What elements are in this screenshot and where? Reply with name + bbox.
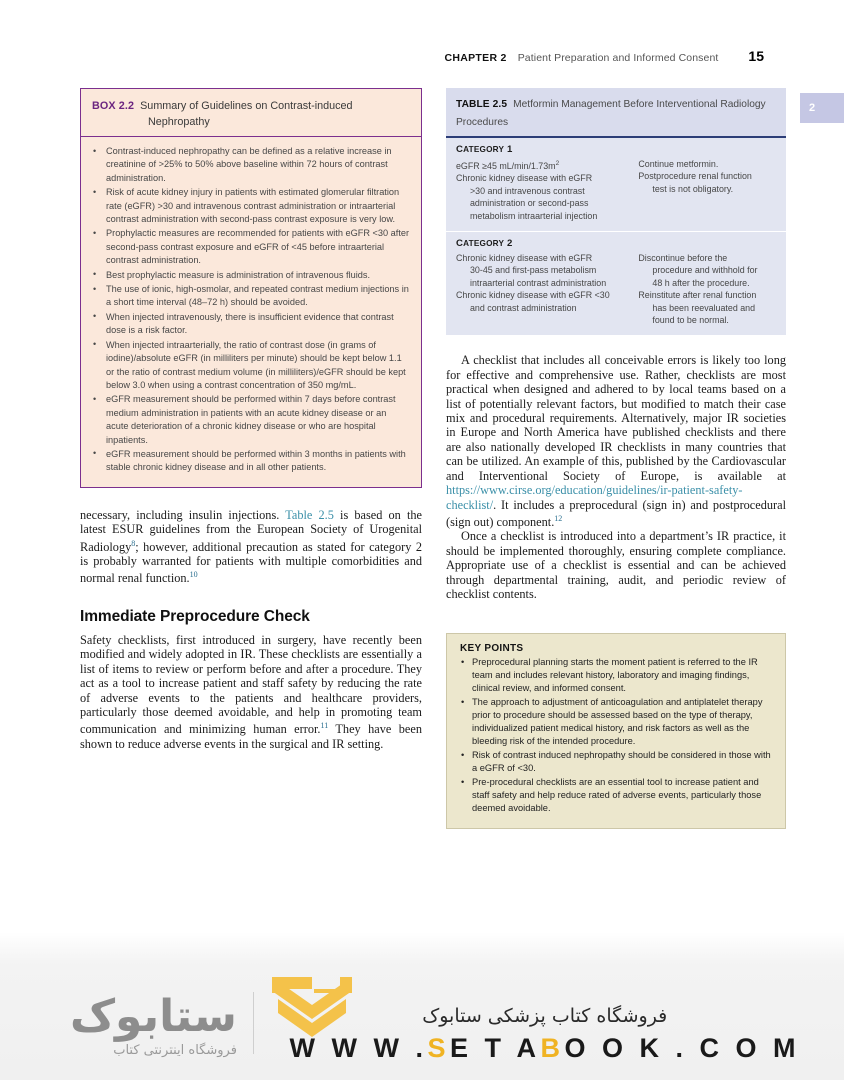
list-item: • eGFR measurement should be performed within 3 months in patients with stable chronic kidney disease and in all other patients. xyxy=(90,448,410,475)
superscript-2: 2 xyxy=(555,160,560,167)
chapter-thumb-tab: 2 xyxy=(800,93,844,123)
table-cell-action xyxy=(638,252,776,326)
criteria-line: Chronic kidney disease with eGFR <30 xyxy=(456,290,610,301)
table-cell-criteria xyxy=(456,158,630,222)
footer-watermark-band xyxy=(0,932,844,1080)
table-2-5-label: TABLE 2.5 xyxy=(456,99,508,110)
criteria-line: >30 and intravenous contrast xyxy=(470,185,585,196)
chapter-number: CHAPTER 2 xyxy=(444,52,507,64)
table-cell-action xyxy=(638,158,776,195)
criteria-line: Chronic kidney disease with eGFR xyxy=(456,173,593,184)
list-item: • Prophylactic measures are recommended for patients with eGFR <30 after second-pass contrast exposure and eGFR of <45 before intraarterial contrast administration. xyxy=(90,227,410,267)
para2-text-b: They have been shown to reduce adverse events in the surgical and IR setting. xyxy=(80,722,422,751)
logo-divider xyxy=(253,992,254,1054)
setabook-logo-text xyxy=(70,991,237,1058)
action-line: Discontinue before the xyxy=(638,253,728,263)
setabook-subtitle-persian: فروشگاه اینترنتی کتاب xyxy=(113,1043,237,1058)
right-column xyxy=(446,88,786,829)
url-prefix: W W W . xyxy=(289,1033,428,1063)
url-letter-s: S xyxy=(427,1033,450,1063)
page-number: 15 xyxy=(748,48,764,64)
table-category-1-heading: CATEGORY 1 xyxy=(456,144,513,155)
box-2-2 xyxy=(80,88,422,488)
list-item: • When injected intraarterially, the ratio of contrast dose (in grams of iodine)/absolute eGFR (in milliliters per minute) should be kept below 1.1 or the ratio of contrast medium volume (in milliliters)/eGFR should be kept below 3.0 when using a contrast concentration of 350 mg/mL. xyxy=(90,339,410,393)
footnote-ref-12[interactable]: 12 xyxy=(554,513,563,523)
section-heading-immediate-preprocedure-check: Immediate Preprocedure Check xyxy=(80,607,310,625)
right-para1-text: A checklist that includes all conceivable errors is likely too long for effective and comprehensive use. Rather, checklists are most practical when designed and adhered to by local teams based on a list of potentially relevant factors, but modified to match their case mix and procedural requirements. Alternatively, major IR societies in Europe and North America have published checklists and there are also nationally developed IR checklists in many countries that can be utilized. An example of this, published by the Cardiovascular and Interventional Society of Europe, is available at xyxy=(446,353,786,483)
setabook-url[interactable] xyxy=(289,1033,800,1064)
box-2-2-title-line2: Nephropathy xyxy=(148,116,210,128)
list-item: • The approach to adjustment of anticoagulation and antiplatelet therapy prior to procedure should be assessed based on the type of therapy, individualized patient medical history, and risk factors as well as the bleeding risk of the intended procedure. xyxy=(460,696,773,748)
criteria-line: metabolism intraarterial injection xyxy=(470,210,598,221)
footnote-ref-10[interactable]: 10 xyxy=(189,570,198,580)
criteria-line: intraarterial contrast administration xyxy=(470,277,607,288)
left-paragraph-safety-checklists xyxy=(80,633,422,751)
key-points-list xyxy=(460,656,773,815)
footnote-ref-11[interactable]: 11 xyxy=(320,721,329,731)
list-item: • Contrast-induced nephropathy can be defined as a relative increase in creatinine of >25% to 50% above baseline within 72 hours of contrast administration. xyxy=(90,145,410,185)
para-text-a: necessary, including insulin injections. xyxy=(80,507,286,522)
action-line: Continue metformin. xyxy=(638,159,719,169)
action-line: Reinstitute after renal function xyxy=(638,290,757,301)
setabook-tagline-persian: فروشگاه کتاب پزشکی ستابوک xyxy=(422,1005,668,1027)
table-2-5-header xyxy=(446,88,786,138)
criteria-line: and contrast administration xyxy=(470,302,577,313)
list-item: • Best prophylactic measure is administration of intravenous fluids. xyxy=(90,269,410,282)
setabook-watermark-right xyxy=(289,1005,800,1064)
para2-text-a: Safety checklists, first introduced in surgery, have recently been modified and widely adopted in IR. These checklists are essentially a list of items to review or perform before and after a procedure. They act as a tool to increase patient and staff safety by reducing the rate of adverse events to the patients and healthcare providers, particularly those deemed avoidable, and help in promoting team communication and minimizing human error. xyxy=(80,632,422,737)
table-row xyxy=(446,231,786,335)
footnote-ref-8[interactable]: 8 xyxy=(131,538,136,548)
right-para2-text: Once a checklist is introduced into a department’s IR practice, it should be implemented thoroughly, ensuring complete compliance. Appropriate use of a checklist is essential and can be achieved through departmental training, audit, and periodic review of checklist contents. xyxy=(446,529,786,602)
right-paragraph-checklist xyxy=(446,353,786,601)
criteria-line: administration or second-pass xyxy=(470,198,589,209)
table-cross-reference[interactable]: Table 2.5 xyxy=(285,507,334,522)
action-line: Postprocedure renal function xyxy=(638,171,752,182)
criteria-line: Chronic kidney disease with eGFR xyxy=(456,253,593,263)
action-line: procedure and withhold for xyxy=(652,265,758,276)
left-paragraph-continued xyxy=(80,508,422,586)
url-letter-b: B xyxy=(540,1033,565,1063)
table-2-5 xyxy=(446,88,786,335)
list-item: • Risk of acute kidney injury in patients with estimated glomerular filtration rate (eGFR) >30 and intravenous contrast administration or intraarterial contrast administration with second-pass contrast exposure is very low. xyxy=(90,186,410,226)
list-item: • Preprocedural planning starts the moment patient is referred to the IR team and includes relevant history, laboratory and imaging findings, clinical review, and informed consent. xyxy=(460,656,773,695)
setabook-brand-persian: ستابوک xyxy=(70,991,237,1042)
list-item: • The use of ionic, high-osmolar, and repeated contrast medium injections in a short time interval (48–72 h) should be avoided. xyxy=(90,283,410,310)
left-column xyxy=(80,88,422,751)
action-line: test is not obligatory. xyxy=(652,183,734,194)
box-2-2-list xyxy=(90,145,410,475)
url-letters-eta: E T A xyxy=(449,1033,541,1063)
action-line: has been reevaluated and xyxy=(652,302,756,313)
box-2-2-title-line1: Summary of Guidelines on Contrast-induced xyxy=(140,100,353,112)
list-item: • Risk of contrast induced nephropathy should be considered in those with a eGFR of <30. xyxy=(460,749,773,775)
url-suffix: O O K . C O M xyxy=(564,1033,800,1063)
cirse-checklist-link[interactable]: https://www.cirse.org/education/guidelines/ir-patient-safety-checklist/ xyxy=(446,483,743,512)
chapter-title: Patient Preparation and Informed Consent xyxy=(517,52,719,64)
table-cell-criteria xyxy=(456,252,630,314)
list-item: • Pre-procedural checklists are an essential tool to increase patient and staff safety and help reduce rated of adverse events, particularly those deemed avoidable. xyxy=(460,776,773,815)
para-text-b: is based on the latest ESUR guidelines from the European Society of Urogenital Radiology xyxy=(80,507,422,554)
key-points-title: KEY POINTS xyxy=(460,643,524,655)
action-line: found to be normal. xyxy=(652,315,729,326)
action-line: 48 h after the procedure. xyxy=(652,277,750,288)
key-points-box xyxy=(446,633,786,829)
right-para1-after: . It includes a preprocedural (sign in) and postprocedural (sign out) component. xyxy=(446,497,786,529)
box-2-2-body xyxy=(81,137,421,487)
list-item: • When injected intravenously, there is insufficient evidence that contrast dose is a risk factor. xyxy=(90,311,410,338)
box-2-2-label: BOX 2.2 xyxy=(92,100,135,112)
box-2-2-header xyxy=(81,89,421,137)
para-text-c: ; however, additional precaution as stated for category 2 is probably warranted for patients with multiple comorbidities and normal renal function. xyxy=(80,539,422,586)
running-head xyxy=(80,48,764,66)
list-item: • eGFR measurement should be performed within 7 days before contrast medium administration in patients with an acute kidney disease or an acute deterioration of a chronic kidney disease or who are hospital inpatients. xyxy=(90,393,410,447)
table-category-2-heading: CATEGORY 2 xyxy=(456,238,513,249)
table-2-5-title: Metformin Management Before Interventional Radiology Procedures xyxy=(456,99,766,128)
table-row xyxy=(446,138,786,231)
criteria-egfr-line: eGFR ≥45 mL/min/1.73m xyxy=(456,160,556,171)
criteria-line: 30-45 and first-pass metabolism xyxy=(470,265,597,276)
